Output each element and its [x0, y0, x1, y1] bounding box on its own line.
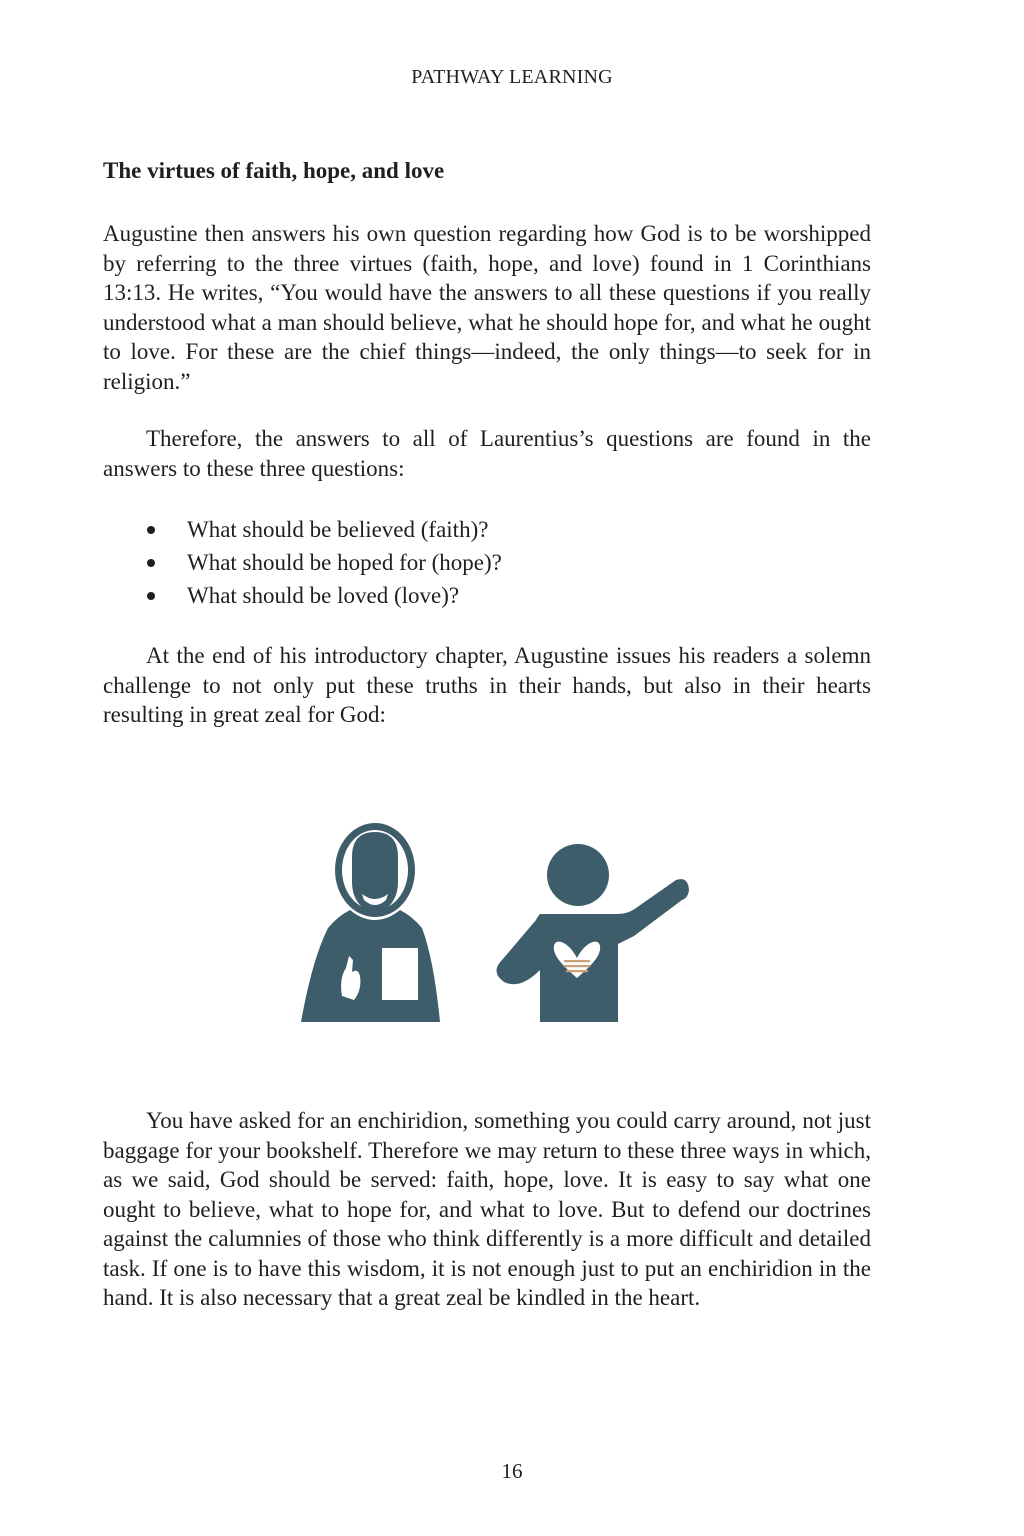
list-item-text: What should be loved (love)?	[187, 583, 460, 608]
bullet-icon	[147, 592, 155, 600]
body-paragraph: At the end of his introductory chapter, Augustine issues his readers a solemn challenge to not only put these truths in their hands, but also in their hearts resulting in great zeal for God:	[103, 643, 871, 727]
list-item	[103, 548, 502, 581]
section-heading: The virtues of faith, hope, and love	[103, 158, 445, 183]
bullet-icon	[147, 559, 155, 567]
haloed-teacher-icon	[301, 823, 440, 1022]
list-item-text: What should be hoped for (hope)?	[187, 550, 502, 575]
body-paragraph: Augustine then answers his own question regarding how God is to be worshipped by referring to the three virtues (faith, hope, and love) found in 1 Corinthians 13:13. He writes, “You would have the answers to all these questions if you really understood what a man should believe, what he should hope for, and what he ought to love. For these are the chief things—indeed, the only things—to seek for in religion.”	[103, 221, 871, 394]
page-number: 16	[501, 1459, 523, 1483]
body-paragraph: Therefore, the answers to all of Laurentius’s questions are found in the answers to these three questions:	[103, 426, 871, 481]
running-head: PATHWAY LEARNING	[411, 66, 613, 88]
bullet-icon	[147, 526, 155, 534]
heart-person-icon	[496, 844, 689, 1022]
block-quote: You have asked for an enchiridion, something you could carry around, not just baggage for your bookshelf. Therefore we may return to these three ways in which, as we said, God should be served: faith, hope, love. It is easy to say what one ought to believe, what to hope for, and what to love. But to defend our doctrines against the calumnies of those who think differently is a more difficult and detailed task. If one is to have this wisdom, it is not enough just to put an enchiridion in the hand. It is also necessary that a great zeal be kindled in the heart.	[103, 1108, 871, 1310]
illustration	[298, 820, 693, 1026]
list-item	[103, 515, 502, 548]
list-item	[103, 581, 502, 614]
question-list	[103, 515, 502, 614]
list-item-text: What should be believed (faith)?	[187, 517, 489, 542]
